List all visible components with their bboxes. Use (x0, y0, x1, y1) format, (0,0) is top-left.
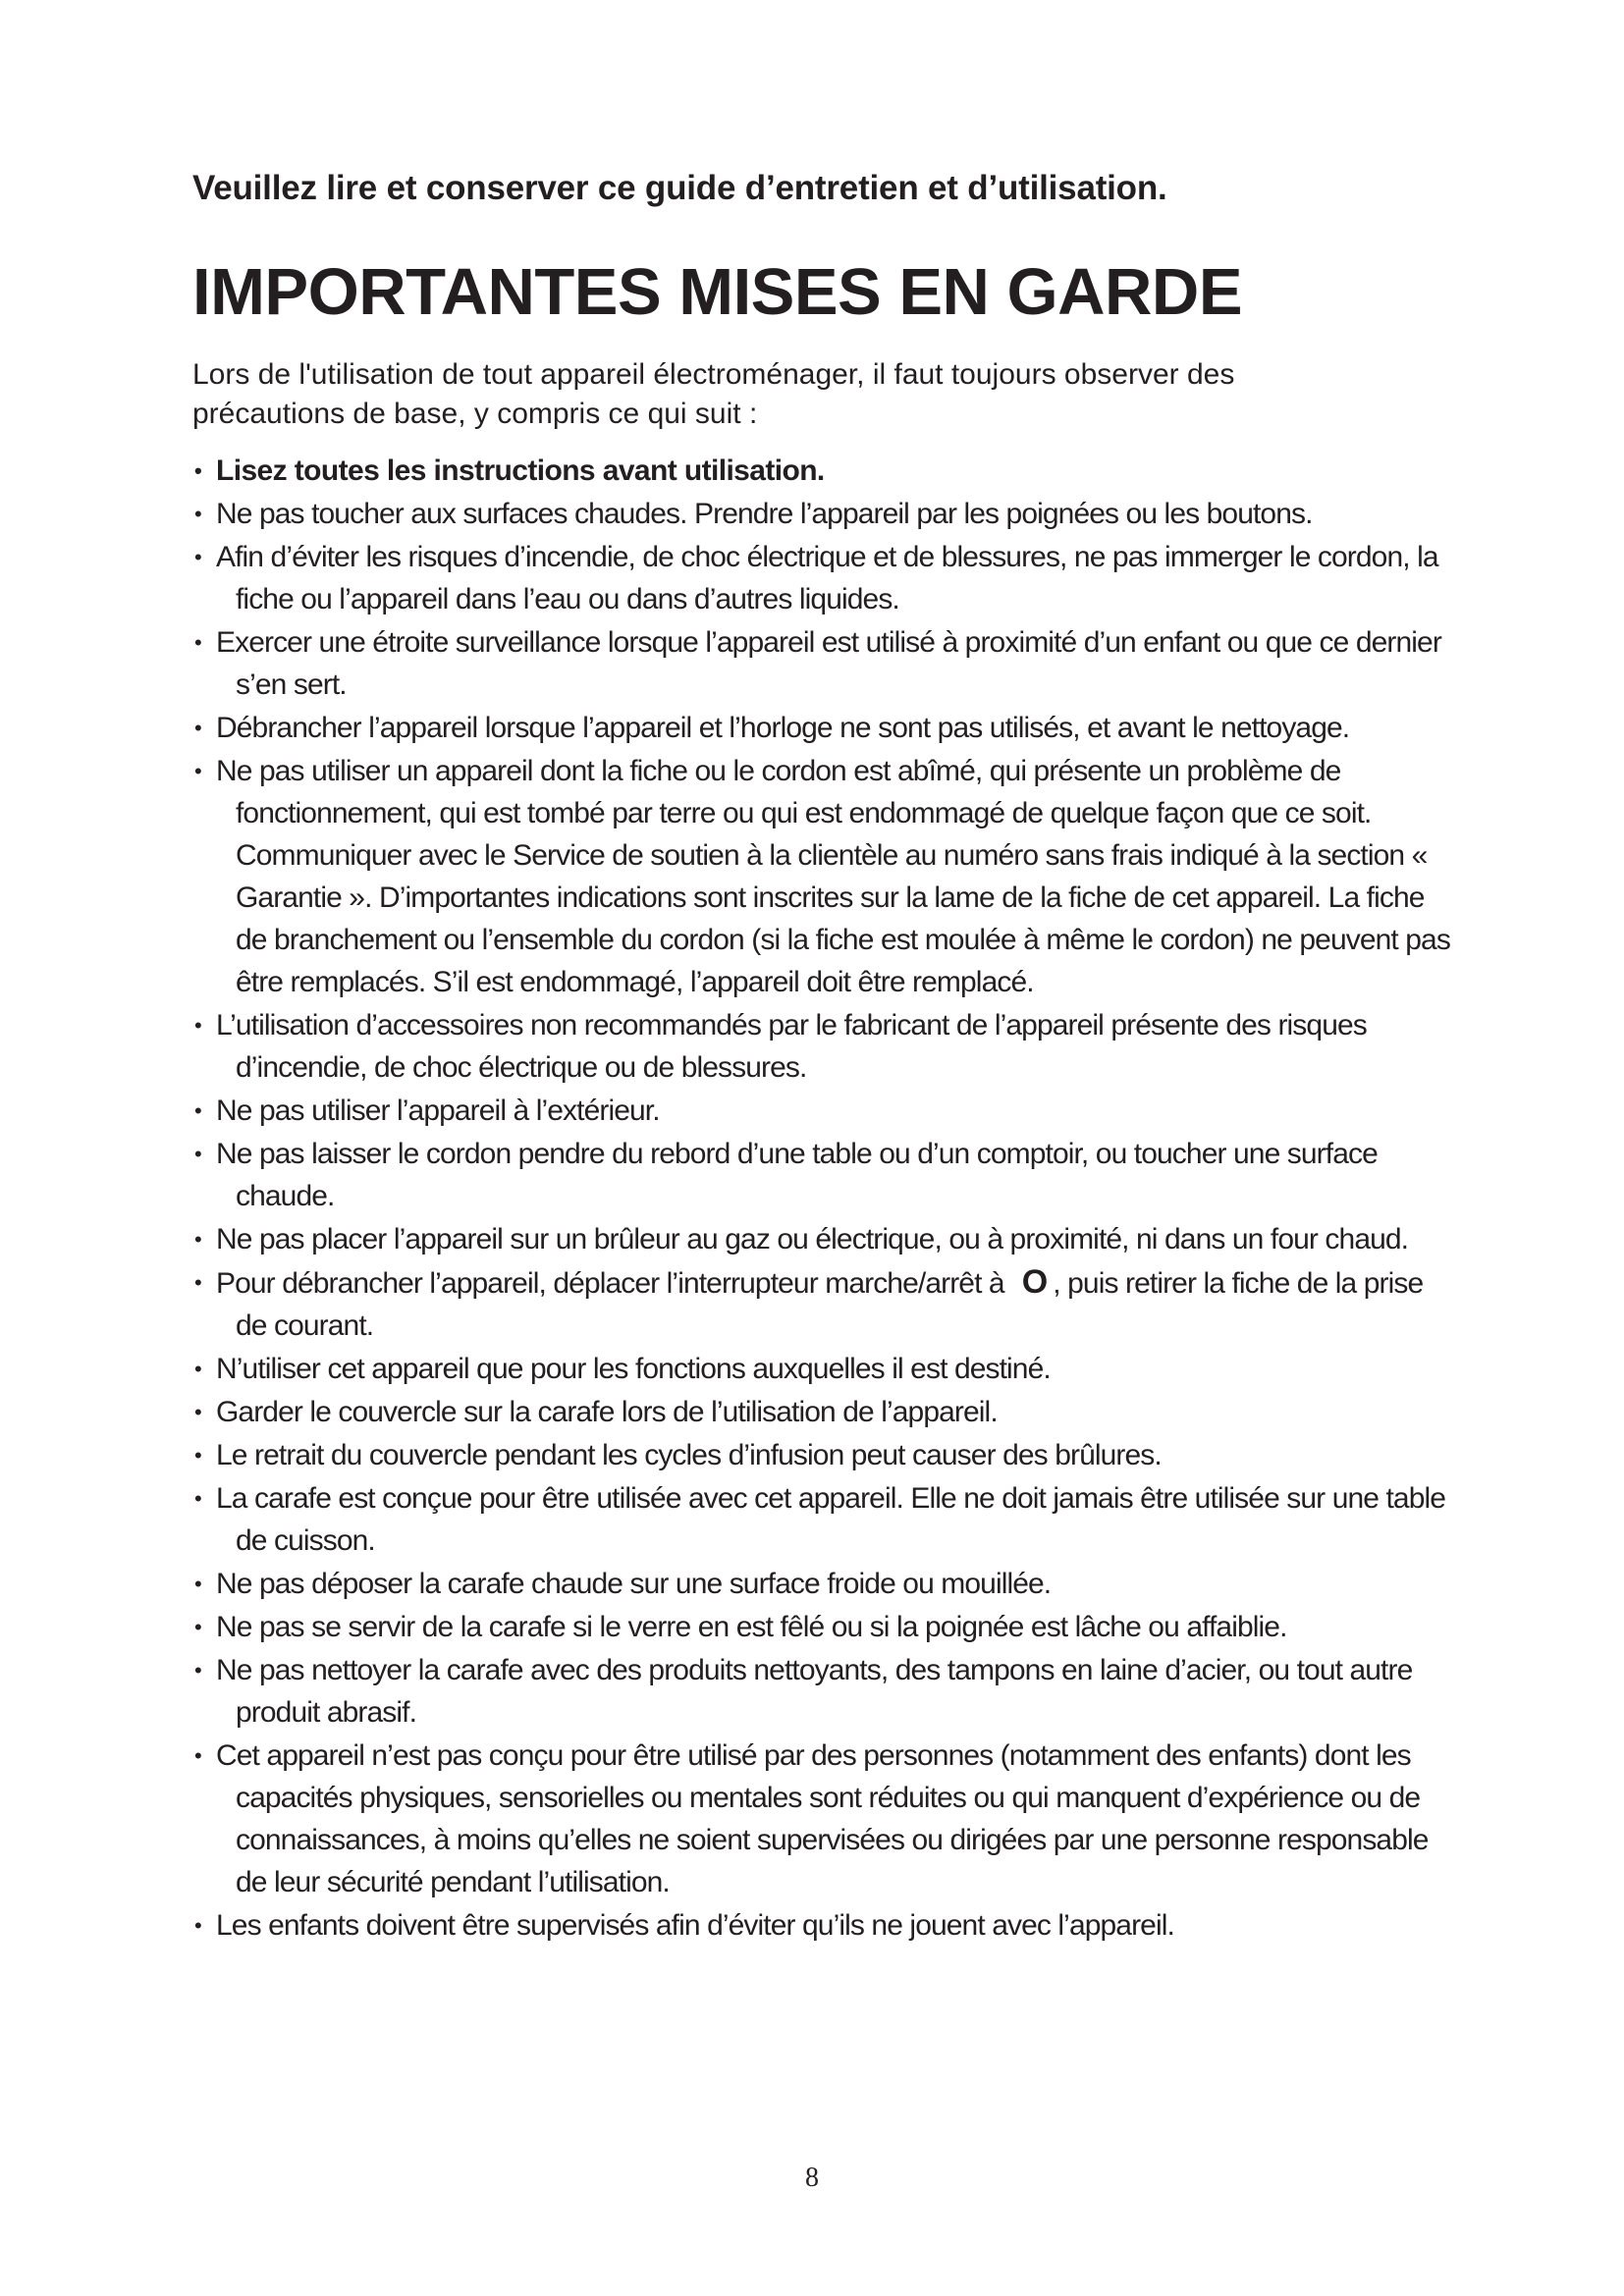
list-item (192, 1348, 1459, 1390)
list-item-text: Les enfants doivent être supervisés afin d’éviter qu’ils ne jouent avec l’appareil. (216, 1909, 1174, 1942)
list-item-text: Ne pas déposer la carafe chaude sur une surface froide ou mouillée. (216, 1568, 1052, 1600)
list-item-text: Garder le couvercle sur la carafe lors de l’utilisation de l’appareil. (216, 1396, 998, 1428)
list-item-text: Ne pas toucher aux surfaces chaudes. Prendre l’appareil par les poignées ou les boutons. (216, 498, 1313, 530)
list-item (192, 1649, 1459, 1734)
page-number: 8 (805, 2163, 819, 2193)
list-item (192, 1004, 1459, 1089)
bullet-icon: • (194, 1013, 202, 1038)
bullet-icon: • (194, 1443, 202, 1468)
bullet-icon: • (194, 716, 202, 740)
bullet-icon: • (194, 1142, 202, 1166)
bullet-icon: • (194, 1743, 202, 1768)
bullet-icon: • (194, 1658, 202, 1682)
list-item (192, 1606, 1459, 1648)
list-item-text: Ne pas utiliser l’appareil à l’extérieur. (216, 1095, 660, 1127)
list-item (192, 750, 1459, 1003)
list-item (192, 1218, 1459, 1260)
list-item-text: Ne pas utiliser un appareil dont la fiche ou le cordon est abîmé, qui présente un problème de fonctionnement, qui est tombé par terre ou qui est endommagé de quelque façon que ce soit. Communiquer avec le Service de soutien à la clientèle au numéro sans frais indiqué à la section « Garantie ». D’importantes indications sont inscrites sur la lame de la fiche de cet appareil. La fiche de branchement ou l’ensemble du cordon (si la fiche est moulée à même le cordon) ne peuvent pas être remplacés. S’il est endommagé, l’appareil doit être remplacé. (216, 755, 1450, 998)
bullet-icon: • (194, 502, 202, 526)
list-item-text: L’utilisation d’accessoires non recommandés par le fabricant de l’appareil présente des risques d’incendie, de choc électrique ou de blessures. (216, 1009, 1367, 1084)
list-item (192, 1735, 1459, 1903)
off-position-icon: O (1021, 1263, 1048, 1301)
list-item (192, 707, 1459, 749)
bullet-icon: • (194, 1615, 202, 1639)
list-item-text: N’utiliser cet appareil que pour les fonctions auxquelles il est destiné. (216, 1353, 1051, 1385)
list-item (192, 1904, 1459, 1947)
bullet-icon: • (194, 1098, 202, 1123)
intro-paragraph: Lors de l'utilisation de tout appareil électroménager, il faut toujours observer des précautions de base, y compris ce qui suit : (192, 358, 1235, 430)
list-item (192, 621, 1459, 706)
bullet-icon: • (194, 1270, 202, 1295)
bullet-icon: • (194, 458, 202, 483)
list-item (192, 1090, 1459, 1132)
list-item-text: Ne pas se servir de la carafe si le verre en est fêlé ou si la poignée est lâche ou affaiblie. (216, 1611, 1287, 1643)
safeguards-list (192, 450, 1459, 1947)
read-and-keep-notice: Veuillez lire et conserver ce guide d’entretien et d’utilisation. (192, 169, 1167, 207)
list-item-text: Ne pas nettoyer la carafe avec des produits nettoyants, des tampons en laine d’acier, ou tout autre produit abrasif. (216, 1654, 1413, 1729)
bullet-icon: • (194, 1913, 202, 1938)
list-item (192, 536, 1459, 620)
page-title: IMPORTANTES MISES EN GARDE (192, 255, 1243, 329)
list-item (192, 1391, 1459, 1433)
list-item (192, 450, 1459, 492)
page-content (192, 165, 1459, 1948)
list-item-text: Exercer une étroite surveillance lorsque l’appareil est utilisé à proximité d’un enfant ou que ce dernier s’en sert. (216, 626, 1441, 701)
list-item (192, 1133, 1459, 1217)
unplug-text-before: Pour débrancher l’appareil, déplacer l’interrupteur marche/arrêt à (216, 1267, 1004, 1300)
bullet-icon: • (194, 545, 202, 569)
list-item-text: Lisez toutes les instructions avant utilisation. (216, 454, 825, 487)
list-item (192, 1563, 1459, 1605)
list-item-text: Afin d’éviter les risques d’incendie, de choc électrique et de blessures, ne pas immerger le cordon, la fiche ou l’appareil dans l’eau ou dans d’autres liquides. (216, 541, 1438, 615)
list-item (192, 1434, 1459, 1476)
list-item-unplug (192, 1261, 1459, 1347)
list-item-text: Cet appareil n’est pas conçu pour être utilisé par des personnes (notamment des enfants) dont les capacités physiques, sensorielles ou mentales sont réduites ou qui manquent d’expérience ou de connaissances, à moins qu’elles ne soient supervisées ou dirigées par une personne responsable de leur sécurité pendant l’utilisation. (216, 1739, 1429, 1898)
bullet-icon: • (194, 1227, 202, 1252)
bullet-icon: • (194, 1357, 202, 1381)
list-item-text: Ne pas laisser le cordon pendre du rebord d’une table ou d’un comptoir, ou toucher une surface chaude. (216, 1138, 1378, 1212)
list-item (192, 1477, 1459, 1562)
bullet-icon: • (194, 1486, 202, 1511)
list-item-text: La carafe est conçue pour être utilisée avec cet appareil. Elle ne doit jamais être utilisée sur une table de cuisson. (216, 1482, 1446, 1557)
list-item-text: Ne pas placer l’appareil sur un brûleur au gaz ou électrique, ou à proximité, ni dans un four chaud. (216, 1223, 1409, 1255)
list-item-text: Le retrait du couvercle pendant les cycles d’infusion peut causer des brûlures. (216, 1439, 1162, 1471)
bullet-icon: • (194, 1572, 202, 1596)
bullet-icon: • (194, 630, 202, 655)
list-item-text (216, 1261, 1459, 1347)
list-item (192, 493, 1459, 535)
unplug-text-after: , puis retirer la fiche de la prise de courant. (236, 1267, 1424, 1342)
list-item-text: Débrancher l’appareil lorsque l’appareil et l’horloge ne sont pas utilisés, et avant le nettoyage. (216, 712, 1350, 744)
bullet-icon: • (194, 759, 202, 783)
bullet-icon: • (194, 1400, 202, 1424)
